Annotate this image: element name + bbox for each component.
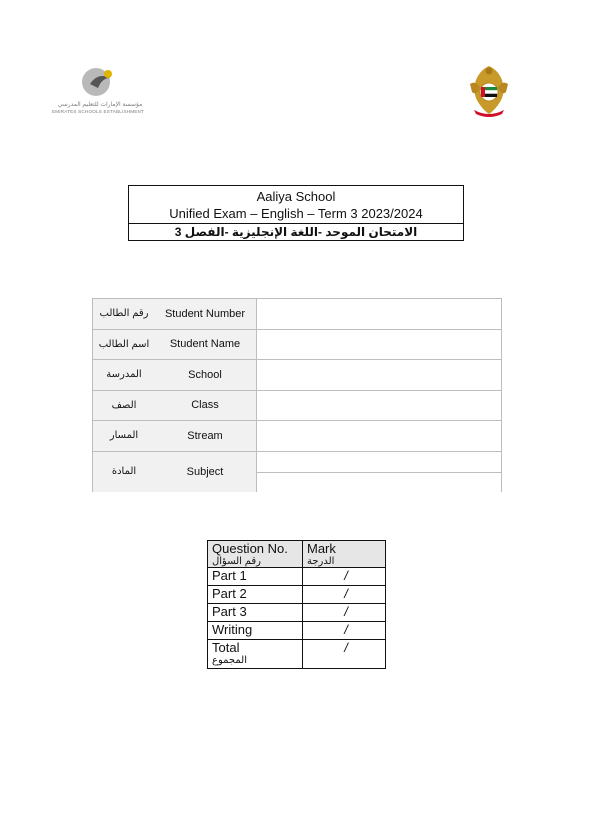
student-number-row bbox=[92, 298, 502, 329]
student-number-field[interactable] bbox=[256, 299, 502, 329]
part1-label: Part 1 bbox=[208, 568, 303, 586]
class-label: Class bbox=[154, 391, 257, 421]
exam-title-box bbox=[128, 185, 464, 241]
question-header-label: Question No. bbox=[212, 541, 288, 556]
writing-label: Writing bbox=[208, 622, 303, 640]
marks-header-row bbox=[208, 541, 386, 568]
student-info-table bbox=[92, 298, 502, 492]
exam-title: Unified Exam – English – Term 3 2023/2024 bbox=[169, 206, 423, 221]
emirates-schools-logo bbox=[44, 66, 154, 118]
subject-field[interactable] bbox=[256, 452, 502, 492]
writing-mark[interactable]: / bbox=[303, 622, 386, 640]
total-label-ar: المجموع bbox=[212, 655, 247, 666]
stream-row bbox=[92, 420, 502, 451]
school-field[interactable] bbox=[256, 360, 502, 390]
taleem-logo-icon bbox=[80, 66, 120, 100]
marks-row-part2 bbox=[208, 586, 386, 604]
total-cell bbox=[208, 640, 303, 669]
marks-row-writing bbox=[208, 622, 386, 640]
part3-label: Part 3 bbox=[208, 604, 303, 622]
title-divider bbox=[129, 223, 463, 224]
subject-label-ar: المادة bbox=[92, 452, 155, 492]
subject-field-divider bbox=[256, 472, 501, 473]
class-label-ar: الصف bbox=[92, 391, 155, 421]
logo-arabic-text: مؤسسة الإمارات للتعليم المدرسي bbox=[57, 102, 143, 108]
subject-row bbox=[92, 451, 502, 492]
mark-header-label: Mark bbox=[307, 541, 336, 556]
class-field[interactable] bbox=[256, 391, 502, 421]
logo-english-text: EMIRATES SCHOOLS ESTABLISHMENT bbox=[51, 109, 145, 114]
part3-mark[interactable]: / bbox=[303, 604, 386, 622]
part2-mark[interactable]: / bbox=[303, 586, 386, 604]
total-label: Total bbox=[212, 640, 240, 655]
marks-row-part3 bbox=[208, 604, 386, 622]
stream-label: Stream bbox=[154, 421, 257, 451]
mark-header-label-ar: الدرجة bbox=[307, 556, 335, 567]
student-name-row bbox=[92, 329, 502, 360]
stream-label-ar: المسار bbox=[92, 421, 155, 451]
school-row bbox=[92, 359, 502, 390]
student-number-label: Student Number bbox=[154, 299, 257, 329]
school-name: Aaliya School bbox=[256, 189, 336, 204]
student-name-field[interactable] bbox=[256, 330, 502, 360]
stream-field[interactable] bbox=[256, 421, 502, 451]
subject-label: Subject bbox=[154, 452, 257, 492]
uae-emblem-icon bbox=[466, 62, 512, 120]
student-name-label: Student Name bbox=[154, 330, 257, 360]
student-name-label-ar: اسم الطالب bbox=[92, 330, 155, 360]
question-header-label-ar: رقم السؤال bbox=[212, 556, 261, 567]
class-row bbox=[92, 390, 502, 421]
marks-row-total bbox=[208, 640, 386, 669]
marks-table bbox=[207, 540, 386, 669]
marks-row-part1 bbox=[208, 568, 386, 586]
question-header bbox=[208, 541, 303, 568]
exam-title-arabic: الامتحان الموحد -اللغة الإنجليزية -الفصل 3 bbox=[174, 225, 418, 239]
part1-mark[interactable]: / bbox=[303, 568, 386, 586]
school-label: School bbox=[154, 360, 257, 390]
student-number-label-ar: رقم الطالب bbox=[92, 299, 155, 329]
school-label-ar: المدرسة bbox=[92, 360, 155, 390]
part2-label: Part 2 bbox=[208, 586, 303, 604]
total-mark[interactable]: / bbox=[303, 640, 386, 669]
mark-header bbox=[303, 541, 386, 568]
